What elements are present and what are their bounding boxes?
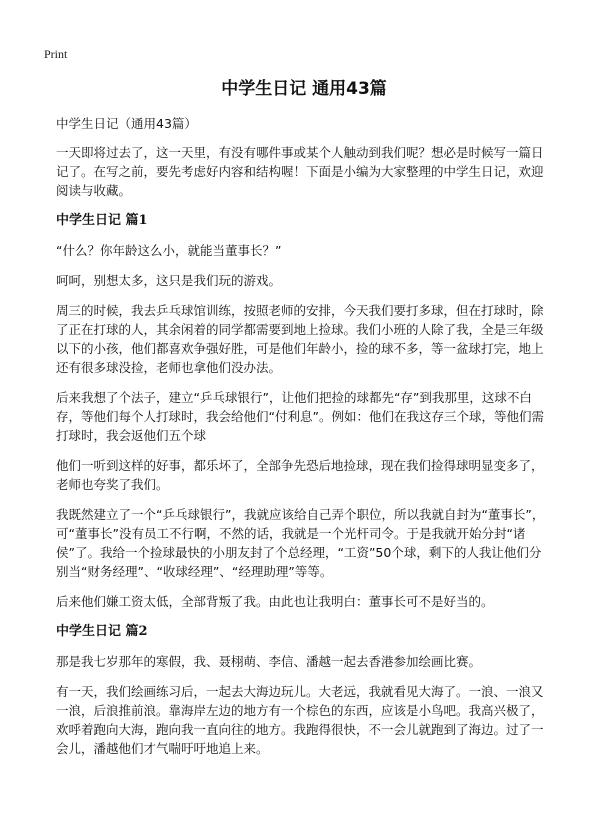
paragraph: 他们一听到这样的好事，都乐坏了，全部争先恐后地捡球，现在我们捡得球明显变多了，老师也夸奖了我们。 bbox=[56, 458, 544, 492]
paragraph: “什么？你年龄这么小，就能当董事长？” bbox=[56, 243, 282, 258]
paragraph: 后来我想了个法子，建立“乒乓球银行”，让他们把捡的球都先“存”到我那里，这球不白存，等他们每个人打球时，我会给他们“付利息”。例如：他们在我这存三个球，等他们需打球时，我会返他们五个球 bbox=[56, 390, 544, 443]
paragraph: 后来他们嫌工资太低，全部背叛了我。由此也让我明白：董事长可不是好当的。 bbox=[56, 594, 494, 609]
section-heading-2: 中学生日记 篇2 bbox=[56, 624, 148, 639]
paragraph: 周三的时候，我去乒乓球馆训练，按照老师的安排，今天我们要打多球，但在打球时，除了正在打球的人，其余闲着的同学都需要到地上捡球。我们小班的人除了我，全是三年级以下的小孩，他们都喜欢争强好胜，可是他们年龄小，捡的球不多，等一盆球打完，地上还有很多球没捡，老师也拿他们没办法。 bbox=[56, 303, 544, 375]
paragraph: 有一天，我们绘画练习后，一起去大海边玩儿。大老远，我就看见大海了。一浪、一浪又一浪，后浪推前浪。靠海岸左边的地方有一个棕色的东西，应该是小鸟吧。我高兴极了，欢呼着跑向大海，跑向我一直向往的地方。我跑得很快，不一会儿就跑到了海边。过了一会儿，潘越他们才气喘吁吁地追上来。 bbox=[56, 684, 544, 756]
paragraph: 呵呵，别想太多，这只是我们玩的游戏。 bbox=[56, 273, 282, 288]
print-link[interactable]: Print bbox=[44, 47, 68, 61]
intro-paragraph: 一天即将过去了，这一天里，有没有哪件事或某个人触动到我们呢？想必是时候写一篇日记了。在写之前，要先考虑好内容和结构喔！下面是小编为大家整理的中学生日记，欢迎阅读与收藏。 bbox=[56, 145, 544, 198]
page-title: 中学生日记 通用43篇 bbox=[221, 79, 387, 99]
document-subtitle: 中学生日记（通用43篇） bbox=[56, 116, 197, 131]
paragraph: 我既然建立了一个“乒乓球银行”，我就应该给自己弄个职位，所以我就自封为“董事长”，可“董事长”没有员工不行啊，不然的话，我就是一个光杆司令。于是我就开始分封“诸侯”了。我给一个捡球最快的小朋友封了个总经理，“工资”50个球，剩下的人我让他们分别当“财务经理”、“收球经理”、“经理助理”等等。 bbox=[56, 507, 545, 579]
paragraph: 那是我七岁那年的寒假，我、聂栩萌、李信、潘越一起去香港参加绘画比赛。 bbox=[56, 654, 482, 669]
document-body bbox=[56, 78, 552, 769]
section-heading-1: 中学生日记 篇1 bbox=[56, 213, 148, 228]
